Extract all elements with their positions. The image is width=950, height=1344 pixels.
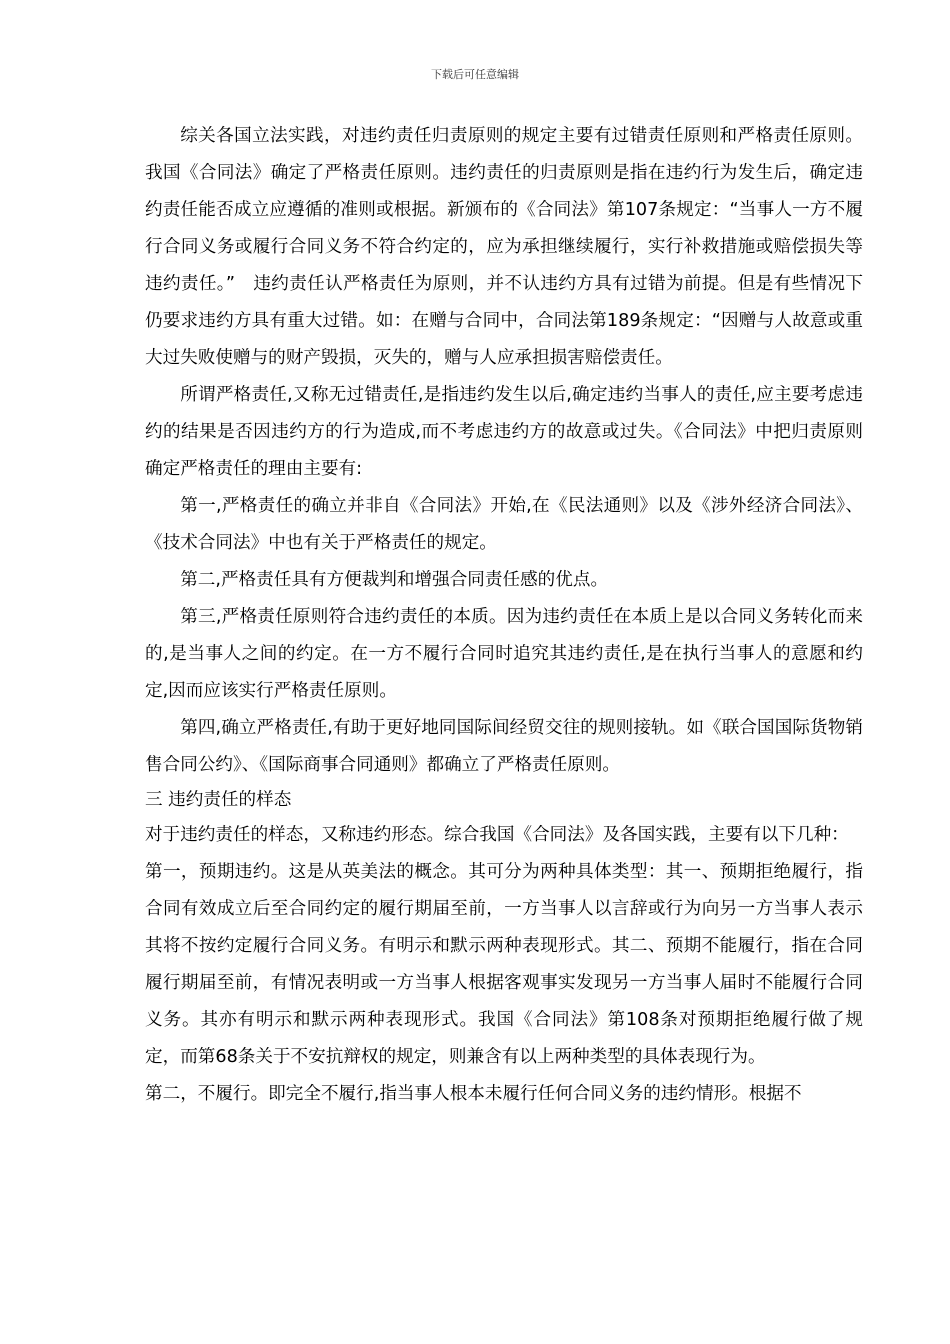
document-body (145, 118, 863, 1113)
paragraph-reason-fourth: 第四,确立严格责任,有助于更好地同国际间经贸交往的规则接轨。如《联合国国际货物销售合同公约》、《国际商事合同通则》都确立了严格责任原则。 (145, 718, 863, 775)
paragraph-reason-second: 第二,严格责任具有方便裁判和增强合同责任感的优点。 (180, 570, 609, 590)
paragraph-breach-forms-intro: 对于违约责任的样态，又称违约形态。综合我国《合同法》及各国实践，主要有以下几种： (145, 825, 849, 845)
section-heading: 三 违约责任的样态 (145, 790, 292, 810)
paragraph-reason-first: 第一,严格责任的确立并非自《合同法》开始,在《民法通则》以及《涉外经济合同法》、《技术合同法》中也有关于严格责任的规定。 (145, 496, 863, 553)
paragraph-reason-third: 第三,严格责任原则符合违约责任的本质。因为违约责任在本质上是以合同义务转化而来的,是当事人之间的约定。在一方不履行合同时追究其违约责任,是在执行当事人的意愿和约定,因而应该实行严格责任原则。 (145, 607, 863, 701)
paragraph-non-performance: 第二，不履行。即完全不履行,指当事人根本未履行任何合同义务的违约情形。根据不 (145, 1084, 802, 1104)
page-header: 下载后可任意编辑 (431, 68, 519, 81)
paragraph-liability-principle: 综关各国立法实践，对违约责任归责原则的规定主要有过错责任原则和严格责任原则。我国《合同法》确定了严格责任原则。违约责任的归责原则是指在违约行为发生后，确定违约责任能否成立应遵循的准则或根据。新颁布的《合同法》第107条规定：“当事人一方不履行合同义务或履行合同义务不符合约定的，应为承担继续履行，实行补救措施或赔偿损失等违约责任。” 违约责任认严格责任为原则，并不认违约方具有过错为前提。但是有些情况下仍要求违约方具有重大过错。如：在赠与合同中，合同法第189条规定：“因赠与人故意或重大过失败使赠与的财产毁损，灭失的，赠与人应承担损害赔偿责任。 (145, 126, 863, 368)
paragraph-anticipatory-breach: 第一，预期违约。这是从英美法的概念。其可分为两种具体类型：其一、预期拒绝履行，指合同有效成立后至合同约定的履行期届至前，一方当事人以言辞或行为向另一方当事人表示其将不按约定履行合同义务。有明示和默示两种表现形式。其二、预期不能履行，指在合同履行期届至前，有情况表明或一方当事人根据客观事实发现另一方当事人届时不能履行合同义务。其亦有明示和默示两种表现形式。我国《合同法》第108条对预期拒绝履行做了规定，而第68条关于不安抗辩权的规定，则兼含有以上两种类型的具体表现行为。 (145, 862, 863, 1067)
paragraph-strict-liability-definition: 所谓严格责任,又称无过错责任,是指违约发生以后,确定违约当事人的责任,应主要考虑违约的结果是否因违约方的行为造成,而不考虑违约方的故意或过失。《合同法》中把归责原则确定严格责任的理由主要有: (145, 385, 863, 479)
